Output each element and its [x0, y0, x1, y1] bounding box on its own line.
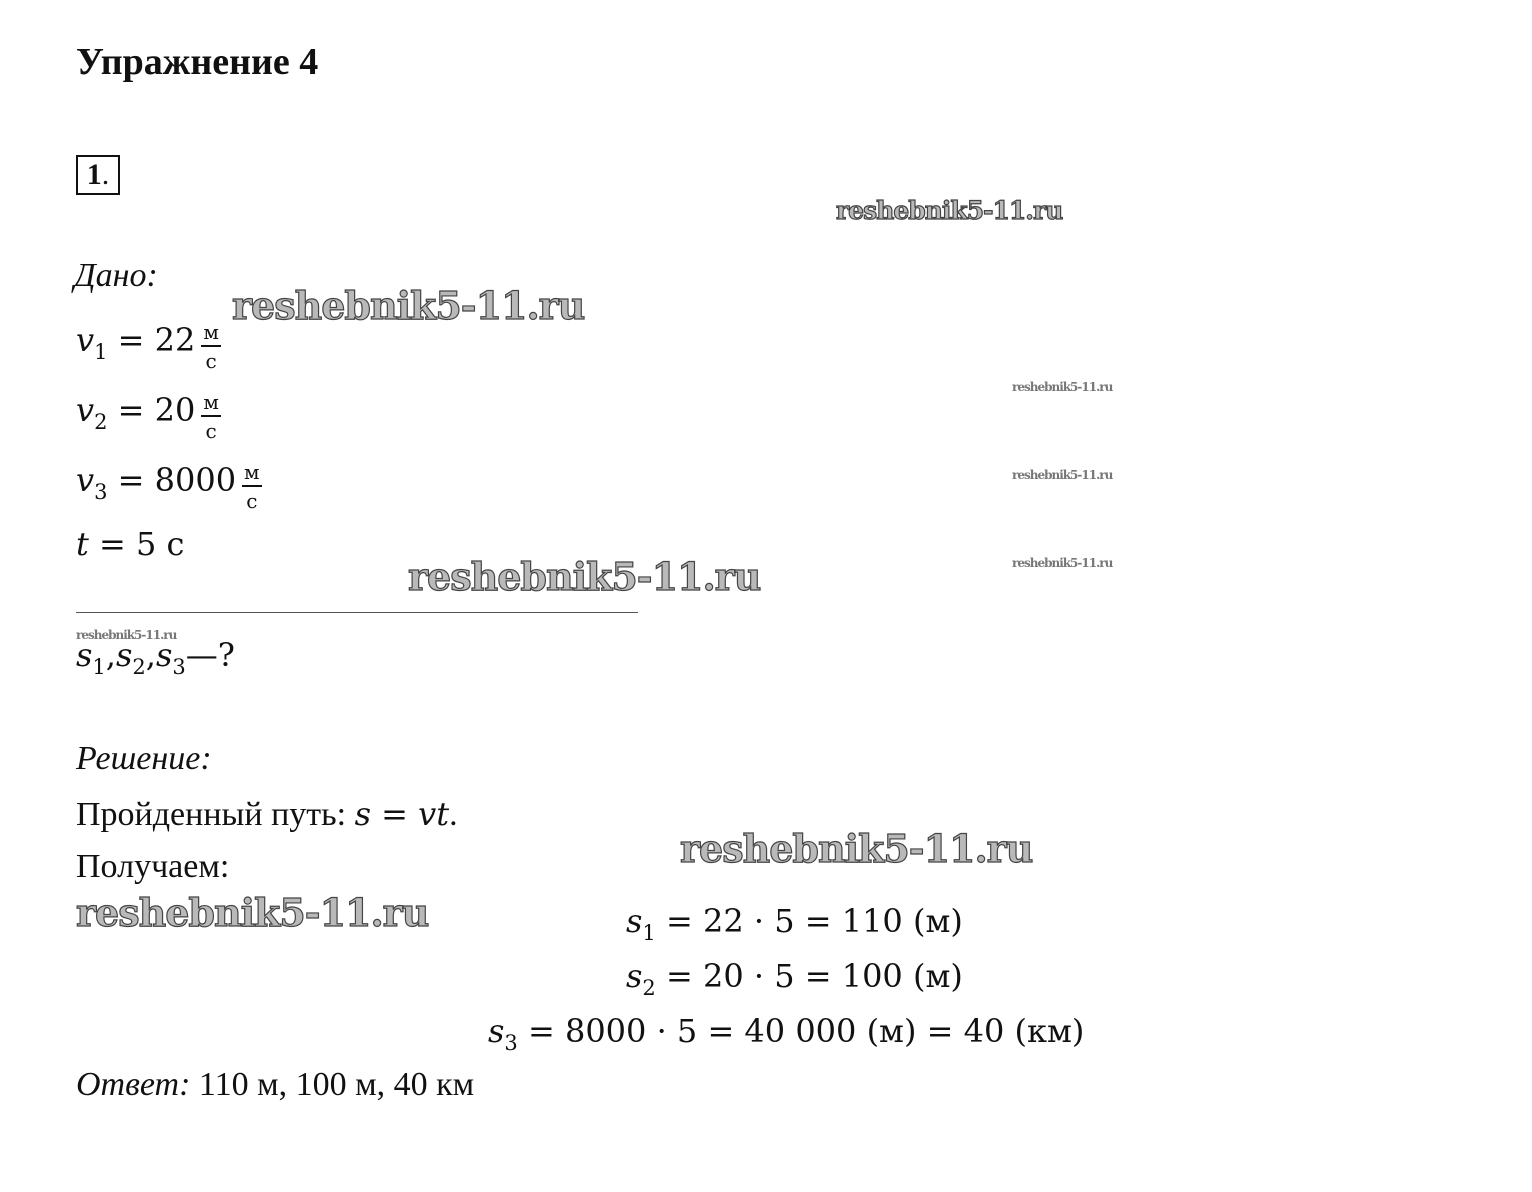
given-v1: $v_1 = 22$ $\frac{м}{с}$ [76, 320, 219, 373]
given-v3: $v_3 = 8000$ $\frac{м}{с}$ [76, 460, 260, 513]
given-v2: $v_2 = 20$ $\frac{м}{с}$ [76, 390, 219, 443]
answer-line: Ответ: 110 м, 100 м, 40 км [76, 1066, 475, 1103]
divider-line [76, 612, 638, 613]
watermark: reshebnik5-11.ru [232, 283, 585, 328]
equation-s1: $s_1 = 22 \cdot 5 = 110$ (м) [626, 902, 963, 945]
solution-label: Решение: [76, 740, 212, 777]
watermark: reshebnik5-11.ru [1012, 556, 1113, 570]
watermark: reshebnik5-11.ru [1012, 468, 1113, 482]
watermark: reshebnik5-11.ru [76, 890, 429, 935]
watermark: reshebnik5-11.ru [836, 196, 1063, 225]
given-label: Дано: [74, 257, 158, 294]
find-line: $s_1,s_2,s_3—$? [76, 636, 235, 679]
watermark: reshebnik5-11.ru [680, 826, 1033, 871]
unit-fraction: $\frac{м}{с}$ [203, 390, 219, 443]
watermark: reshebnik5-11.ru [408, 554, 761, 599]
unit-fraction: $\frac{м}{с}$ [244, 460, 260, 513]
solution-formula-line: Пройденный путь: s = vt. [76, 795, 458, 833]
watermark: reshebnik5-11.ru [1012, 380, 1113, 394]
equation-s3: $s_3 = 8000 \cdot 5 = 40$ 000 (м) = 40 (км) [488, 1012, 1085, 1055]
solution-get-text: Получаем: [76, 848, 230, 885]
watermark: reshebnik5-11.ru [76, 628, 177, 642]
page-title: Упражнение 4 [76, 41, 319, 83]
equation-s2: $s_2 = 20 \cdot 5 = 100$ (м) [626, 957, 963, 1000]
task-number: 1 . [76, 155, 120, 195]
unit-fraction: $\frac{м}{с}$ [203, 320, 219, 373]
given-t: t = 5 с [76, 525, 185, 563]
